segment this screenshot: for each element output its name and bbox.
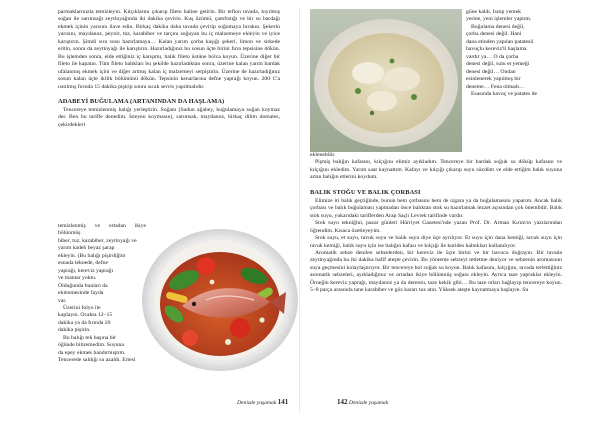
fish-dish-photo xyxy=(136,222,298,372)
narrow-line: esnada teknede, defne xyxy=(58,260,109,267)
left-page-text-top xyxy=(58,9,280,129)
recipe-heading-stock: BALIK STOĞU VE BALIK ÇORBASI xyxy=(310,188,421,196)
wrap-line: deneme… Fena olmadı… xyxy=(466,83,525,90)
paragraph-aromatic-vegetables: Aromatik sebze denilen sebzelerden, bir kereviz ile üçte birini ve bir havucu doğrayın. Bir tavada zeytinyağında bu iki dakika hafif ateşte çevirin. Bu yönteme sebzeyi tetletme deniyor ve sebzenin aromasının suya geçmesini kolaylaştırıyor. Bir tencereye bol soğuk su koyun. Balık kafasını, kılçığını, tavada terlettiğiniz aromatik sebzeleri, ayıkladığınız ve ortadan ikiye bölünmüş soğanı ekleyin. Ayrıca taze yapraklar ekleyin. Örneğin kereviz yaprağı, maydanoz ya da dereotu, taze kekik gibi… Bu taze otları bağlayıp tencereye koyun. 5–8 parça arasında tane karabiber ve göz kararı tuz atın. Yüksek ateşte kaynatmaya başlayın. Su xyxy=(310,249,562,294)
serve-line: öğünde bitiremedim. Suyuna xyxy=(58,342,124,349)
wrap-line: çorba denesi değil. Hani xyxy=(466,31,522,38)
wrap-line: havuçlu kereviz'li haşlama xyxy=(466,46,527,53)
narrow-line: Olduğunda bunları da xyxy=(58,282,108,289)
narrow-line: var. xyxy=(58,297,67,304)
cook-line: dakika ya da fırında 20 xyxy=(58,319,111,326)
narrow-line: yaprağı, kereviz yaprağı xyxy=(58,267,114,274)
intro-paragraph: parmaklarınızla temizleyin. Kılçıklarını çıkarıp fileto haline getirin. Bir teflon tavada, kıyılmış soğan ile sarımsağı zeytinyağında iki dakika çevirin. Kuş üzümü, çamfıstığı ve bir su bardağı ekmek içinin yarısını ilave edin. Birkaç dakika daha tavada çevirip soğumaya bırakın. Şekerin yarısını, maydanoz, peynir, tuz, karabiber ve tarçını soğuyan bu iç malzemeye ekleyin ve iyice karıştırın. Şimdi sıra sosu hazırlamaya… Kalan yarım çorba kaşığı şekeri, limon ve sirkede eritin, sonra da zeytinyağı ile karıştırın. Hazırladığınız bu sosun üçte birini fırın tepsisine dökün. Bu işlemden sonra, elde ettiğiniz iç karışımı, balık fileto üstüne bolca koyun. Üzerine diğer bir fileto ile kapatın. Tüm fileto balıkları bu şekilde hazırladıktan sonra, üzerine kalan yarım bardak ufalanmış ekmek içini ve diğer artmış kalan iç malzemeyi serpiştirin. Üzerine de hazırladığınız sosun kalan üçte ikilik bölümünü dökün. Tepsinin kenarlarına defne yaprağı koyun. 200 C'a ısıtılmış fırında 15 dakika pişirip sonra sıcak servis yapılmalıdır. xyxy=(58,9,280,90)
fish-soup-photo xyxy=(310,9,462,152)
wrap-line: dana etinden yapılan patatesli xyxy=(466,38,534,45)
cook-line: dakika pişirin. xyxy=(58,327,91,334)
recipe-heading-adabeyi: ADABEYİ BUĞULAMA (ARTANINDAN DA HAŞLAMA) xyxy=(58,97,225,105)
wrap-line: Buğulama denesi değil, xyxy=(471,23,525,30)
serve-line: Bu balığı tek başına bir xyxy=(63,334,117,341)
wrap-line: denesi değil… Ondan xyxy=(466,68,516,75)
narrow-line: biber, tuz, karabiber, zeytinyağı ve xyxy=(58,237,137,244)
narrow-line: eklenmesinde fayda xyxy=(58,290,104,297)
wrap-line: Esasında havuç ve patates de xyxy=(471,90,538,97)
cook-line: kaplayın. Ocakta 12–15 xyxy=(58,312,113,319)
paragraph-stock-intro: Elimize iri balık geçtiğinde, bunun hem çorbasını hem de ızgara ya da buğulamasını yaparım. Ancak balık çorbası ve balık buğulaması yapmadan önce balıktan stok su hazırlamak lezzet açısından çok önemlidir. Balık stok suyu, yukarıdaki tariflerden Arap Saçlı Levrek tarifinde vardır. xyxy=(310,197,562,219)
wrap-line: güne kaldı. Isıtıp yemek xyxy=(466,9,521,15)
right-page-text-main xyxy=(310,152,562,295)
paragraph-stock-technique: Stok suyu tekniğini, pazar günleri Hürriyet Gazetesi'nde yazan Prof. Dr. Arman Kırım'ın yazılarından öğrendim. Kısaca özetleyeyim. xyxy=(310,220,562,234)
cook-line: Üzerini folyo ile xyxy=(63,304,101,311)
paragraph-fish-bones: Pişmiş balığın kafasını, kılçığını elimiz ayıkladım. Tencereye bir bardak soğuk su döküp kafasını ve kılçığını ekledim. Yarım saat kaynattım. Kafayı ve kılçığı çıkarıp suyu süzdüm ve elde ettiğim balık suyuna artan balığın etlerini koydum. xyxy=(310,159,562,181)
left-page-text-wrapped xyxy=(58,223,146,365)
serve-line: da epey ekmek bandırmıştım. xyxy=(58,349,126,356)
narrow-line: temizlenmiş ve ortadan ikiye bölünmüş xyxy=(58,223,146,237)
wrap-line: vardır ya… O da çorba xyxy=(466,53,519,60)
page-gutter xyxy=(299,8,300,413)
page-number-left: 141 xyxy=(277,398,289,406)
wrap-line: denesi değil, sulu et yemeği xyxy=(466,61,530,68)
paragraph-stock-types: Stok suyu, et suyu, tavuk suyu ve balık suyu diye üçe ayrılıyor. Et suyu için dana kemiği, tavuk suyu için tavuk kemiği, balık suyu için ise balığın kafası ve kılçığı ile kurides kabukları kullanılıyor. xyxy=(310,235,562,249)
footer-book-title: Denizde yaşamak xyxy=(237,400,277,406)
right-page-footer xyxy=(337,398,388,406)
wrap-line: esinlenerek yapılmış bir xyxy=(466,76,521,83)
narrow-line: yarım kadeh beyaz şarap xyxy=(58,245,115,252)
page-number-right: 142 xyxy=(337,398,348,406)
narrow-line: ekleyin. (Bu balığı pişirdiğim xyxy=(58,252,126,259)
right-page-text-wrapped xyxy=(466,9,563,98)
footer-book-title: Denizde yaşamak xyxy=(348,400,389,406)
left-page-footer xyxy=(237,398,288,406)
serve-line: Tencerede saldığı su azaldı. Ertesi xyxy=(58,357,136,364)
continue-line: eklenebilir. xyxy=(310,152,336,158)
adabeyi-wide-paragraph: Tencereye temizlenmiş balığı yerleştirin. Soğanı (Sadun ağabey, buğulamaya soğan koymaz der. Ben bu tarifle denedim. İsteyen koymasın), sarımsak, maydanoz, birkaç dilim domates, çekirdekleri xyxy=(58,106,280,128)
wrap-line: yerine, yeni işlemler yaptım. xyxy=(466,16,532,23)
narrow-line: ve mantar yoktu. xyxy=(58,275,97,282)
